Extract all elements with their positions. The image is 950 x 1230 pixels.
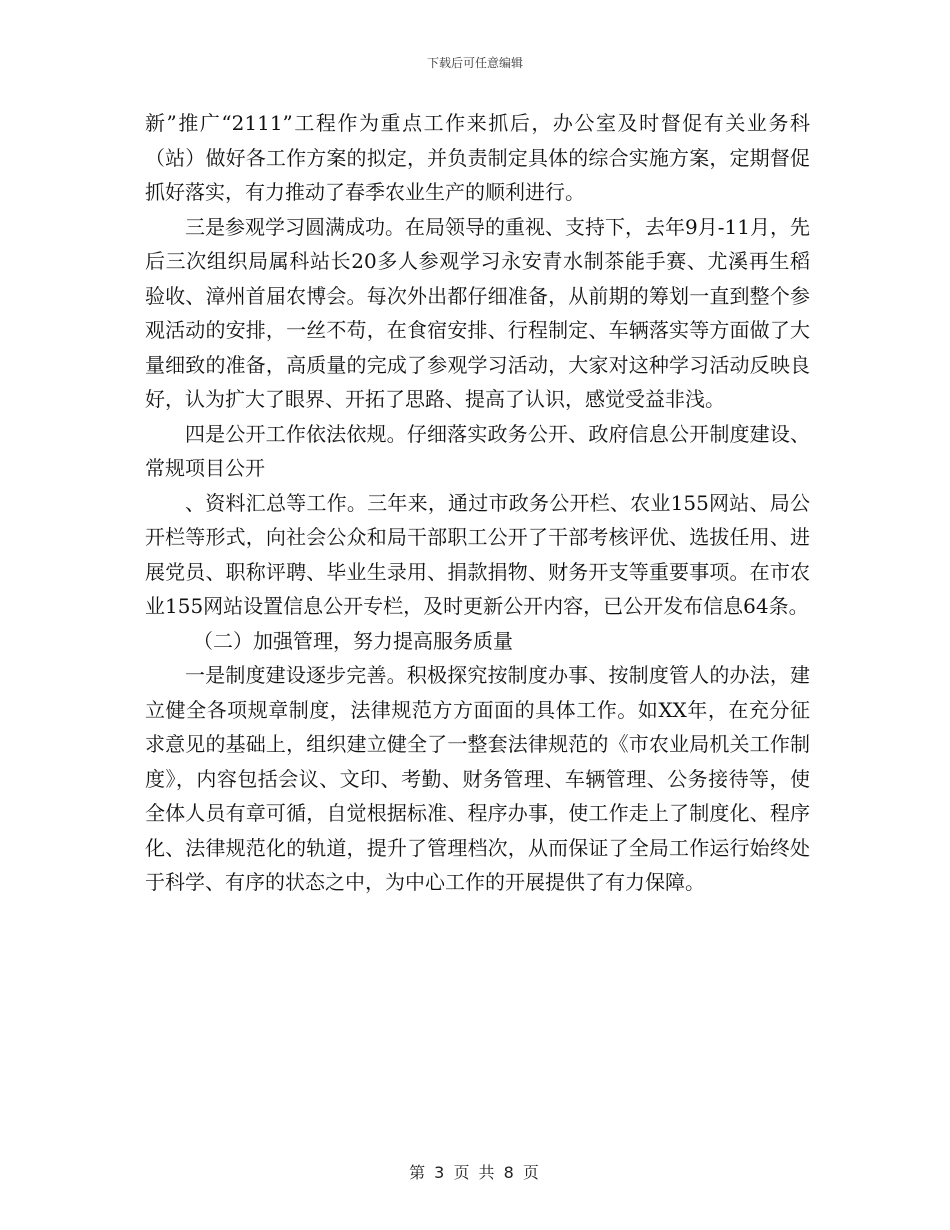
section-heading-management: （二）加强管理，努力提高服务质量 (193, 628, 513, 653)
paragraph-continuation: 新”推广“2111”工程作为重点工作来抓后，办公室及时督促有关业务科（站）做好各工作方案的拟定，并负责制定具体的综合实施方案，定期督促抓好落实，有力推动了春季农业生产的顺利进行。 (145, 111, 810, 204)
document-body (145, 106, 810, 900)
page-number: 第 3 页 共 8 页 (409, 1163, 541, 1182)
paragraph-system-building: 一是制度建设逐步完善。积极探究按制度办事、按制度管人的办法，建立健全各项规章制度，法律规范方方面面的具体工作。如XX年，在充分征求意见的基础上，组织建立健全了一整套法律规范的《市农业局机关工作制度》，内容包括会议、文印、考勤、财务管理、车辆管理、公务接待等，使全体人员有章可循，自觉根据标准、程序办事，使工作走上了制度化、程序化、法律规范化的轨道，提升了管理档次，从而保证了全局工作运行始终处于科学、有序的状态之中，为中心工作的开展提供了有力保障。 (145, 663, 810, 894)
paragraph-study-visit: 三是参观学习圆满成功。在局领导的重视、支持下，去年9月-11月，先后三次组织局属科站长20多人参观学习永安青水制茶能手赛、尤溪再生稻验收、漳州首届农博会。每次外出都仔细准备，从前期的筹划一直到整个参观活动的安排，一丝不苟，在食宿安排、行程制定、车辆落实等方面做了大量细致的准备，高质量的完成了参观学习活动，大家对这种学习活动反映良好，认为扩大了眼界、开拓了思路、提高了认识，感觉受益非浅。 (145, 214, 810, 411)
page-header: 下载后可任意编辑 (426, 56, 523, 70)
paragraph-open-work: 四是公开工作依法依规。仔细落实政务公开、政府信息公开制度建设、常规项目公开 (145, 421, 810, 480)
paragraph-open-work-continued: 、资料汇总等工作。三年来，通过市政务公开栏、农业155网站、局公开栏等形式，向社会公众和局干部职工公开了干部考核评优、选拔任用、进展党员、职称评聘、毕业生录用、捐款捐物、财务开支等重要事项。在市农业155网站设置信息公开专栏，及时更新公开内容，已公开发布信息64条。 (145, 490, 810, 618)
